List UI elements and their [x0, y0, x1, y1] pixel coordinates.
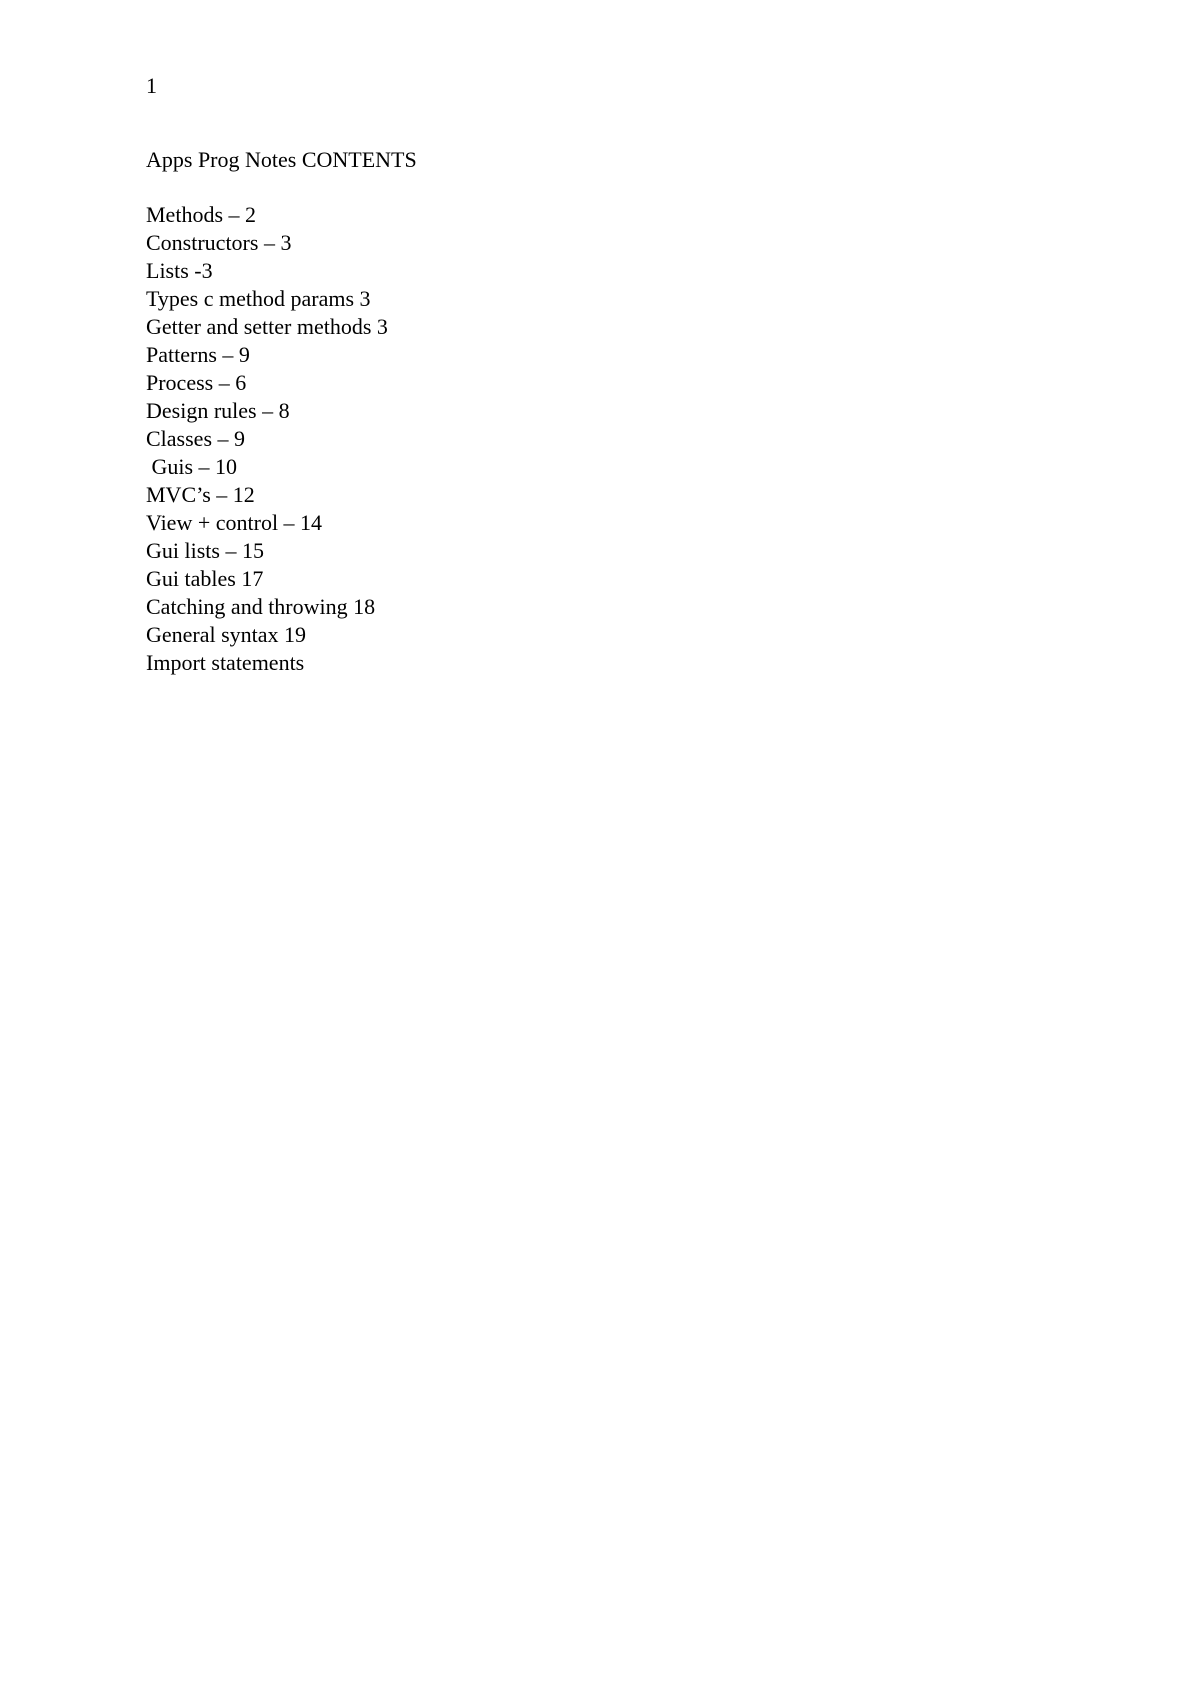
page-title: Apps Prog Notes CONTENTS [146, 147, 417, 172]
contents-list [146, 201, 388, 677]
contents-entry: Gui lists – 15 [146, 538, 264, 563]
contents-entry: Methods – 2 [146, 202, 256, 227]
contents-entry: Guis – 10 [146, 454, 238, 479]
contents-entry: General syntax 19 [146, 622, 307, 647]
contents-entry: Constructors – 3 [146, 230, 292, 255]
contents-entry: Patterns – 9 [146, 342, 250, 367]
contents-entry: Process – 6 [146, 370, 247, 395]
contents-entry: Lists -3 [146, 258, 213, 283]
contents-entry: Import statements [146, 650, 305, 675]
contents-entry: Design rules – 8 [146, 398, 290, 423]
contents-entry: Gui tables 17 [146, 566, 264, 591]
contents-entry: Catching and throwing 18 [146, 594, 376, 619]
page-number: 1 [146, 73, 157, 98]
contents-entry: MVC’s – 12 [146, 482, 255, 507]
contents-entry: Getter and setter methods 3 [146, 314, 388, 339]
contents-entry: Classes – 9 [146, 426, 245, 451]
contents-entry: View + control – 14 [146, 510, 323, 535]
contents-entry: Types c method params 3 [146, 286, 371, 311]
